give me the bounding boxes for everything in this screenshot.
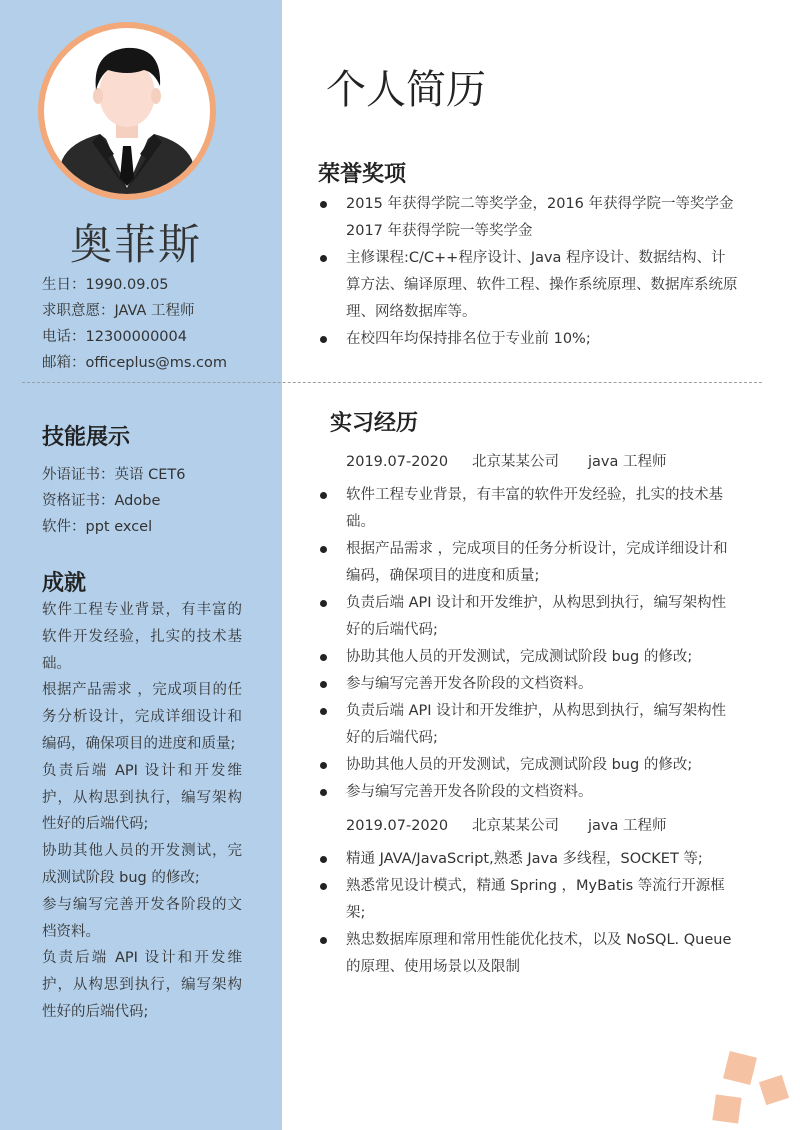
skill-item: 软件：ppt excel [42, 519, 153, 535]
decor-square [759, 1075, 789, 1105]
list-item-text: 负责后端 API 设计和开发维护，从构思到执行，编写架构性好的后端代码; [346, 595, 727, 638]
honors-heading: 荣誉奖项 [318, 162, 407, 187]
list-item [318, 927, 738, 981]
list-item [318, 191, 738, 245]
skills-heading: 技能展示 [42, 425, 131, 450]
job-role: java 工程师 [588, 818, 667, 834]
bullet-icon [320, 762, 327, 769]
job-company: 北京某某公司 [472, 818, 559, 834]
list-item-text: 协助其他人员的开发测试，完成测试阶段 bug 的修改; [346, 757, 693, 773]
achievement-item: 负责后端 API 设计和开发维护，从构思到执行，编写架构性好的后端代码; [42, 950, 242, 1020]
job-role: java 工程师 [588, 454, 667, 470]
list-item [318, 482, 738, 536]
avatar-inner [44, 28, 210, 194]
bullet-icon [320, 492, 327, 499]
list-item-text: 参与编写完善开发各阶段的文档资料。 [346, 784, 593, 800]
honors-list [318, 191, 738, 353]
job-period: 2019.07-2020 [346, 454, 449, 470]
decor-square [723, 1051, 757, 1085]
bullet-icon [320, 546, 327, 553]
list-item-text: 协助其他人员的开发测试，完成测试阶段 bug 的修改; [346, 649, 693, 665]
list-item [318, 326, 738, 353]
achievement-item: 协助其他人员的开发测试，完成测试阶段 bug 的修改; [42, 843, 242, 886]
list-item [318, 846, 738, 873]
decor-square [712, 1094, 741, 1123]
list-item [318, 536, 738, 590]
achievement-item: 负责后端 API 设计和开发维护，从构思到执行，编写架构性好的后端代码; [42, 762, 242, 833]
bullet-icon [320, 856, 327, 863]
job-header [346, 450, 667, 471]
bullet-icon [320, 708, 327, 715]
list-item-text: 熟忠数据库原理和常用性能优化技术，以及 NoSQL. Queue 的原理、使用场景以及限制 [346, 932, 732, 975]
list-item-text: 2015 年获得学院二等奖学金，2016 年获得学院一等奖学金 2017 年获得学院一等奖学金 [346, 196, 734, 239]
bullet-icon [320, 255, 327, 262]
male-avatar-icon [44, 28, 210, 194]
list-item [318, 873, 738, 927]
email: 邮箱：officeplus@ms.com [42, 355, 228, 371]
skill-item: 资格证书：Adobe [42, 493, 161, 509]
achievements-heading: 成就 [42, 571, 87, 596]
job-skills-list [318, 846, 738, 981]
phone: 电话：12300000004 [42, 329, 187, 345]
list-item-text: 负责后端 API 设计和开发维护，从构思到执行，编写架构性好的后端代码; [346, 703, 727, 746]
job-header [346, 814, 667, 835]
section-divider [22, 382, 762, 383]
person-name: 奥菲斯 [70, 220, 203, 269]
list-item-text: 软件工程专业背景，有丰富的软件开发经验，扎实的技术基础。 [346, 487, 723, 530]
list-item [318, 644, 738, 671]
job-duties-list [318, 482, 738, 806]
list-item [318, 752, 738, 779]
job-company: 北京某某公司 [472, 454, 559, 470]
list-item [318, 590, 738, 644]
bullet-icon [320, 336, 327, 343]
list-item-text: 根据产品需求 ，完成项目的任务分析设计，完成详细设计和编码，确保项目的进度和质量; [346, 541, 728, 584]
avatar [38, 22, 216, 200]
list-item-text: 精通 JAVA/JavaScript,熟悉 Java 多线程，SOCKET 等; [346, 851, 703, 867]
list-item [318, 245, 738, 326]
internship-heading: 实习经历 [330, 411, 419, 436]
bullet-icon [320, 681, 327, 688]
bullet-icon [320, 883, 327, 890]
achievements-list [42, 597, 242, 1026]
list-item-text: 熟悉常见设计模式，精通 Spring ，MyBatis 等流行开源框架; [346, 878, 725, 921]
achievement-item: 参与编写完善开发各阶段的文档资料。 [42, 896, 242, 940]
bullet-icon [320, 600, 327, 607]
skills-list [42, 462, 185, 540]
list-item-text: 在校四年均保持排名位于专业前 10%; [346, 331, 591, 347]
contact-info [42, 272, 227, 376]
list-item-text: 主修课程:C/C++程序设计、Java 程序设计、数据结构、计算方法、编译原理、软件工程、操作系统原理、数据库系统原理、网络数据库等。 [346, 250, 738, 320]
list-item [318, 698, 738, 752]
birth-date: 生日：1990.09.05 [42, 277, 169, 293]
bullet-icon [320, 654, 327, 661]
job-period: 2019.07-2020 [346, 818, 449, 834]
achievement-item: 软件工程专业背景，有丰富的软件开发经验，扎实的技术基础。 [42, 602, 242, 672]
achievement-item: 根据产品需求 ，完成项目的任务分析设计，完成详细设计和编码，确保项目的进度和质量; [42, 682, 242, 752]
list-item-text: 参与编写完善开发各阶段的文档资料。 [346, 676, 593, 692]
job-intent: 求职意愿：JAVA 工程师 [42, 303, 195, 319]
bullet-icon [320, 789, 327, 796]
list-item [318, 779, 738, 806]
bullet-icon [320, 201, 327, 208]
bullet-icon [320, 937, 327, 944]
skill-item: 外语证书：英语 CET6 [42, 467, 186, 483]
page-title: 个人简历 [326, 67, 486, 113]
list-item [318, 671, 738, 698]
